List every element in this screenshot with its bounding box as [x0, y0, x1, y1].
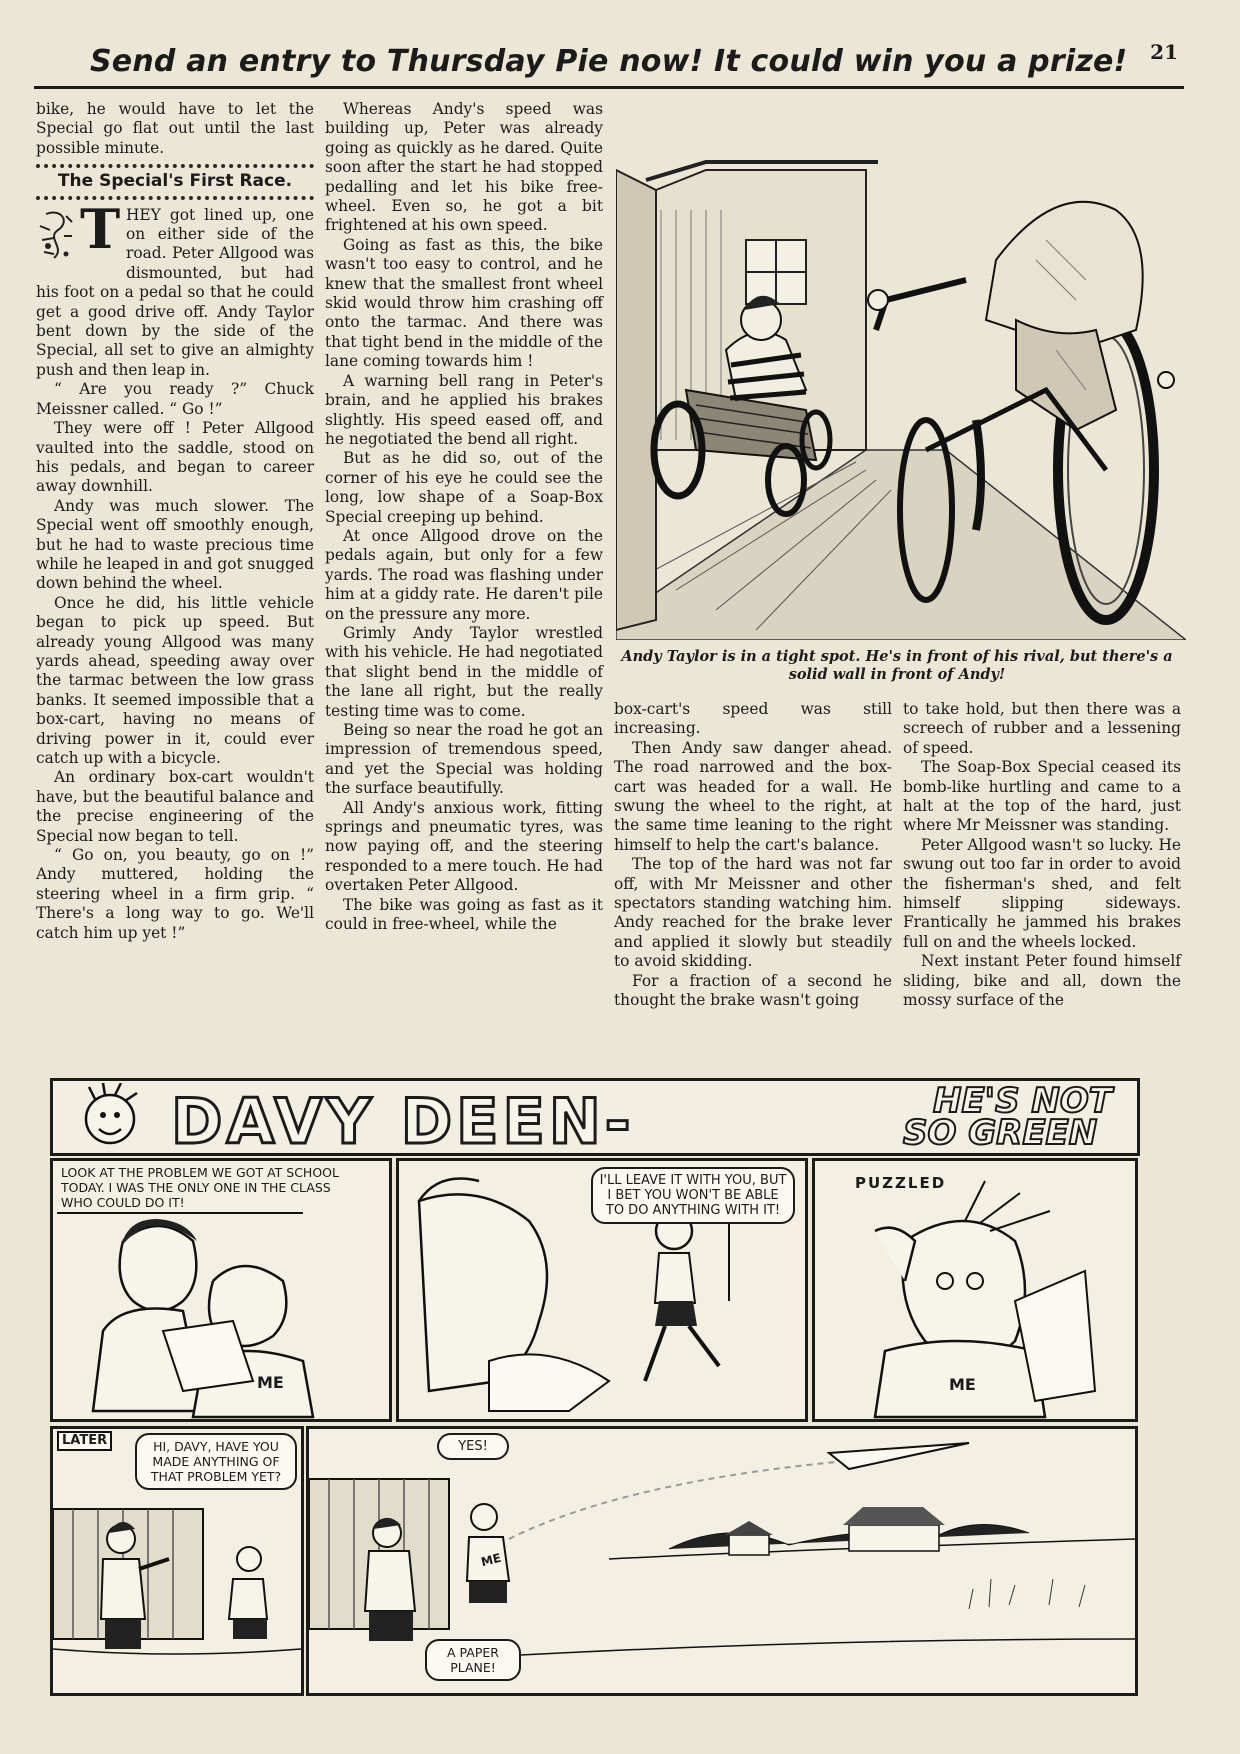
story-column-3 — [614, 700, 892, 1011]
paragraph: Once he did, his little vehicle began to pick up speed. But already young Allgood was many yards ahead, speeding away over the tarmac between the low grass banks. It seemed impossible that a box-cart, having no means of driving power in it, could ever catch up with a bicycle. — [36, 593, 314, 767]
paragraph: Peter Allgood wasn't so lucky. He swung out too far in order to avoid the fisherman's shed, and felt himself slipping sideways. Frantically he jammed his brakes full on and the wheels locked. — [903, 835, 1181, 951]
speech-bubble: LOOK AT THE PROBLEM WE GOT AT SCHOOL TODAY. I WAS THE ONLY ONE IN THE CLASS WHO COULD DO IT! — [61, 1165, 339, 1210]
paragraph: “ Are you ready ?” Chuck Meissner called. “ Go !” — [36, 380, 314, 418]
dropcap-letter: T — [80, 196, 121, 261]
comic-title: DAVY DEEN- — [171, 1085, 635, 1158]
illustration-caption: Andy Taylor is in a tight spot. He's in front of his rival, but there's a solid wall in front of Andy! — [621, 648, 1173, 683]
paragraph: They were off ! Peter Allgood vaulted into the saddle, stood on his pedals, and began to career away downhill. — [36, 419, 314, 496]
comic-panel-4 — [50, 1426, 304, 1696]
paragraph: The Soap-Box Special ceased its bomb-like hurtling and came to a halt at the top of the hard, just where Mr Meissner was standing. — [903, 758, 1181, 835]
paragraph: The top of the hard was not far off, with Mr Meissner and other spectators standing watching him. Andy reached for the brake lever and applied it slowly but steadily to avoid skidding. — [614, 855, 892, 971]
subheading: The Special's First Race. — [36, 164, 314, 199]
dropcap-paragraph — [36, 196, 314, 381]
paragraph: For a fraction of a second he thought the brake wasn't going — [614, 971, 892, 1010]
caption-bubble: A PAPER PLANE! — [425, 1639, 521, 1681]
paragraph: “ Go on, you beauty, go on !” Andy muttered, holding the steering wheel in a firm grip. “ There's a long way to go. We'll catch him up yet !” — [36, 846, 314, 942]
paragraph: All Andy's anxious work, fitting springs and pneumatic tyres, was now paying off, and the steering responded to a mere touch. He had overtaken Peter Allgood. — [325, 798, 603, 895]
paragraph: Andy was much slower. The Special went off smoothly enough, but he had to waste precious time while he leaped in and got snugged down behind the wheel. — [36, 496, 314, 593]
paragraph: to take hold, but then there was a screech of rubber and a lessening of speed. — [903, 700, 1181, 757]
page-header — [34, 38, 1184, 89]
comic-title-banner — [50, 1078, 1140, 1156]
comic-panel-2 — [396, 1158, 808, 1422]
paragraph: A warning bell rang in Peter's brain, and he applied his brakes slightly. His speed eased off, and he negotiated the bend all right. — [325, 371, 603, 448]
paragraph: Being so near the road he got an impression of tremendous speed, and yet the Special was holding the surface beautifully. — [325, 721, 603, 798]
comic-panel-1 — [50, 1158, 392, 1422]
speech-bubble: YES! — [437, 1433, 509, 1460]
paragraph: Going as fast as this, the bike wasn't too easy to control, and he knew that the smallest front wheel skid would throw him crashing off onto the tarmac. And there was that tight bend in the middle of the lane coming towards him ! — [325, 235, 603, 371]
comic-panel-3 — [812, 1158, 1138, 1422]
story-column-1 — [36, 100, 314, 943]
shirt-label: ME — [257, 1373, 284, 1392]
paragraph: Next instant Peter found himself sliding, bike and all, down the mossy surface of the — [903, 952, 1181, 1010]
time-caption: LATER — [57, 1431, 112, 1451]
paragraph: Grimly Andy Taylor wrestled with his vehicle. He had negotiated that slight bend in the middle of the lane all right, but the really testing time was to come. — [325, 623, 603, 720]
paragraph: At once Allgood drove on the pedals again, but only for a few yards. The road was flashing under him at a giddy rate. He daren't pile on the pressure any more. — [325, 526, 603, 623]
paragraph: HEY got lined up, one on either side of the road. Peter Allgood was dismounted, but had his foot on a pedal so that he could get a good drive off. Andy Taylor bent down by the side of the Special, all set to give an almighty push and then leap in. — [36, 205, 314, 379]
page-number: 21 — [1150, 40, 1178, 64]
story-column-4 — [903, 700, 1181, 1011]
comic-subtitle-line-1: HE'S NOT — [933, 1081, 1112, 1121]
panel-1-drawing — [53, 1161, 389, 1419]
ornament-scroll-icon — [36, 206, 84, 266]
speech-bubble: HI, DAVY, HAVE YOU MADE ANYTHING OF THAT PROBLEM YET? — [135, 1433, 297, 1490]
paragraph: The bike was going as fast as it could in free-wheel, while the — [325, 895, 603, 934]
paragraph: box-cart's speed was still increasing. — [614, 700, 892, 738]
story-column-2 — [325, 100, 603, 934]
comic-panel-5 — [306, 1426, 1138, 1696]
shirt-label: ME — [479, 1550, 503, 1570]
paragraph: Whereas Andy's speed was building up, Peter was already going as quickly as he dared. Quite soon after the start he had stopped pedalling and let his bike free-wheel. Even so, he got a bit frightened at his own speed. — [325, 100, 603, 235]
header-slogan: Send an entry to Thursday Pie now! It could win you a prize! — [90, 44, 1128, 79]
shirt-label: ME — [949, 1375, 976, 1394]
paragraph: But as he did so, out of the corner of his eye he could see the long, low shape of a Soap-Box Special creeping up behind. — [325, 449, 603, 526]
paragraph: bike, he would have to let the Special go flat out until the last possible minute. — [36, 100, 314, 157]
comic-subtitle-line-2: SO GREEN — [903, 1113, 1098, 1153]
dropcap-ornament — [36, 196, 122, 268]
puzzled-caption: PUZZLED — [855, 1174, 947, 1192]
paragraph: Then Andy saw danger ahead. The road narrowed and the box-cart was headed for a wall. He swung the wheel to the right, at the same time leaning to the right himself to help the cart's balance. — [614, 738, 892, 854]
davy-face-icon — [65, 1083, 155, 1149]
paragraph: An ordinary box-cart wouldn't have, but the beautiful balance and the precise engineering of the Special now began to tell. — [36, 768, 314, 845]
story-illustration — [616, 150, 1186, 640]
speech-bubble: I'LL LEAVE IT WITH YOU, BUT I BET YOU WON'T BE ABLE TO DO ANYTHING WITH IT! — [591, 1167, 795, 1224]
